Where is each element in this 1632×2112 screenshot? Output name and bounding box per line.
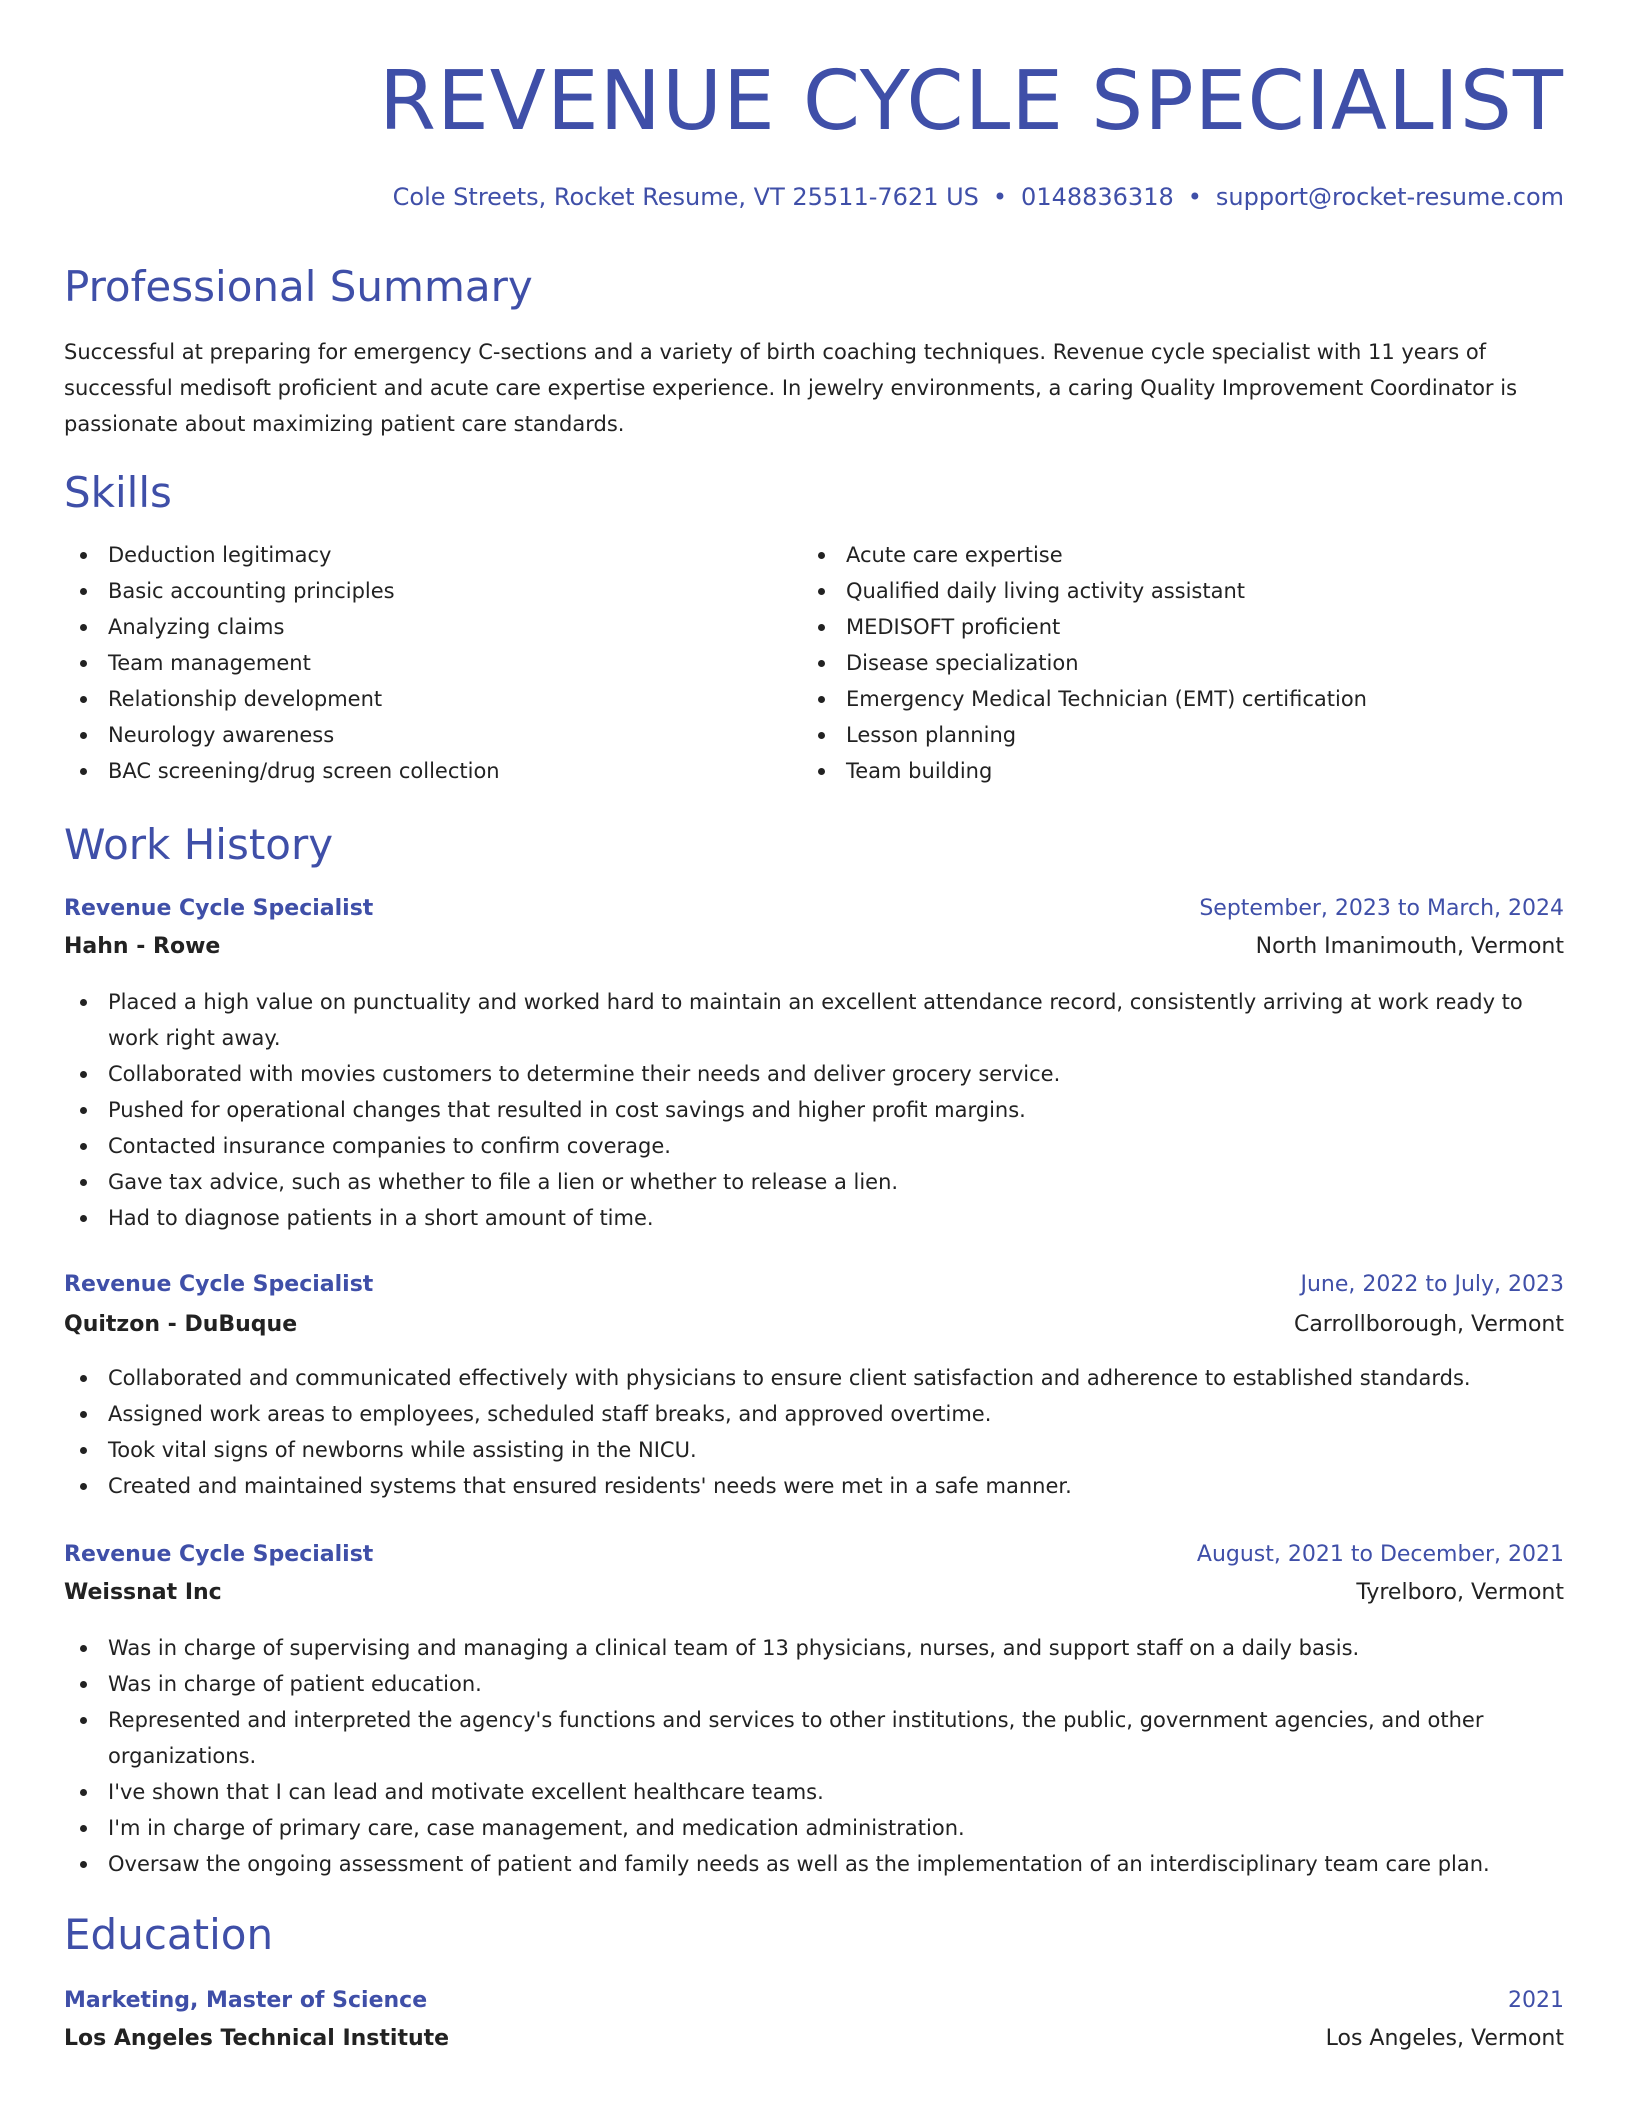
job-bullet: Contacted insurance companies to confirm coverage. [64,1128,1564,1164]
skill-item: Acute care expertise [802,537,1564,573]
job-bullet: Represented and interpreted the agency's functions and services to other institutions, the public, government agencies, and other organizations. [64,1702,1564,1774]
contact-separator: • [992,183,1008,211]
job-bullet: Placed a high value on punctuality and worked hard to maintain an excellent attendance record, consistently arriving at work ready to work right away. [64,984,1564,1056]
job-bullet: Gave tax advice, such as whether to file a lien or whether to release a lien. [64,1164,1564,1200]
skill-item: Qualified daily living activity assistant [802,573,1564,609]
skill-item: Lesson planning [802,717,1564,753]
job-bullet: Assigned work areas to employees, scheduled staff breaks, and approved overtime. [64,1396,1564,1432]
job-dates: August, 2021 to December, 2021 [1196,1542,1564,1567]
skills-list-left [64,537,784,789]
skill-item: BAC screening/drug screen collection [64,753,784,789]
job-bullet: Created and maintained systems that ensured residents' needs were met in a safe manner. [64,1468,1564,1504]
job-bullet: Pushed for operational changes that resulted in cost savings and higher profit margins. [64,1092,1564,1128]
education-year: 2021 [1508,1988,1564,2013]
education-heading: Education [64,1910,274,1959]
job-title: Revenue Cycle Specialist [64,896,374,921]
education-location: Los Angeles, Vermont [1325,2026,1564,2051]
job-location: North Imanimouth, Vermont [1255,934,1564,959]
skill-item: Deduction legitimacy [64,537,784,573]
job-bullet: I've shown that I can lead and motivate excellent healthcare teams. [64,1774,1564,1810]
resume-name: REVENUE CYCLE SPECIALIST [378,54,1564,149]
education-school: Los Angeles Technical Institute [64,2026,450,2051]
job-dates: September, 2023 to March, 2024 [1199,896,1564,921]
job-bullet: Collaborated with movies customers to determine their needs and deliver grocery service. [64,1056,1564,1092]
summary-heading: Professional Summary [64,262,533,311]
job-location: Tyrelboro, Vermont [1356,1580,1564,1605]
skill-item: Disease specialization [802,645,1564,681]
job-title: Revenue Cycle Specialist [64,1542,374,1567]
job-bullet: Oversaw the ongoing assessment of patient and family needs as well as the implementation of an interdisciplinary team care plan. [64,1846,1564,1882]
job-bullet: Collaborated and communicated effectively with physicians to ensure client satisfaction and adherence to established standards. [64,1360,1564,1396]
work-history-heading: Work History [64,820,334,869]
skill-item: Relationship development [64,681,784,717]
summary-text: Successful at preparing for emergency C-sections and a variety of birth coaching techniques. Revenue cycle specialist with 11 years of successful medisoft proficient and acute care expertise experience. In jewelry environments, a caring Quality Improvement Coordinator is passionate about maximizing patient care standards. [64,340,1518,436]
job-company: Weissnat Inc [64,1580,222,1605]
contact-address: Cole Streets, Rocket Resume, VT 25511-7621 US [392,183,979,211]
skill-item: Emergency Medical Technician (EMT) certification [802,681,1564,717]
job-bullet: Took vital signs of newborns while assisting in the NICU. [64,1432,1564,1468]
job-bullets [64,1360,1564,1504]
skill-item: Team building [802,753,1564,789]
job-bullet: Was in charge of patient education. [64,1666,1564,1702]
job-title: Revenue Cycle Specialist [64,1272,374,1297]
contact-email: support@rocket-resume.com [1215,183,1564,211]
job-bullets [64,1630,1564,1882]
skill-item: MEDISOFT proficient [802,609,1564,645]
job-dates: June, 2022 to July, 2023 [1300,1272,1564,1297]
job-company: Hahn - Rowe [64,934,221,959]
contact-phone: 0148836318 [1021,183,1174,211]
job-bullet: I'm in charge of primary care, case management, and medication administration. [64,1810,1564,1846]
job-company: Quitzon - DuBuque [64,1312,298,1337]
skills-list-right [802,537,1564,789]
job-location: Carrollborough, Vermont [1293,1312,1564,1337]
skill-item: Team management [64,645,784,681]
contact-separator: • [1187,183,1202,211]
skills-heading: Skills [64,468,172,517]
skill-item: Basic accounting principles [64,573,784,609]
job-bullets [64,984,1564,1236]
education-degree: Marketing, Master of Science [64,1988,428,2013]
job-bullet: Was in charge of supervising and managing a clinical team of 13 physicians, nurses, and support staff on a daily basis. [64,1630,1564,1666]
skill-item: Neurology awareness [64,717,784,753]
job-bullet: Had to diagnose patients in a short amount of time. [64,1200,1564,1236]
contact-line [393,182,1564,212]
skill-item: Analyzing claims [64,609,784,645]
